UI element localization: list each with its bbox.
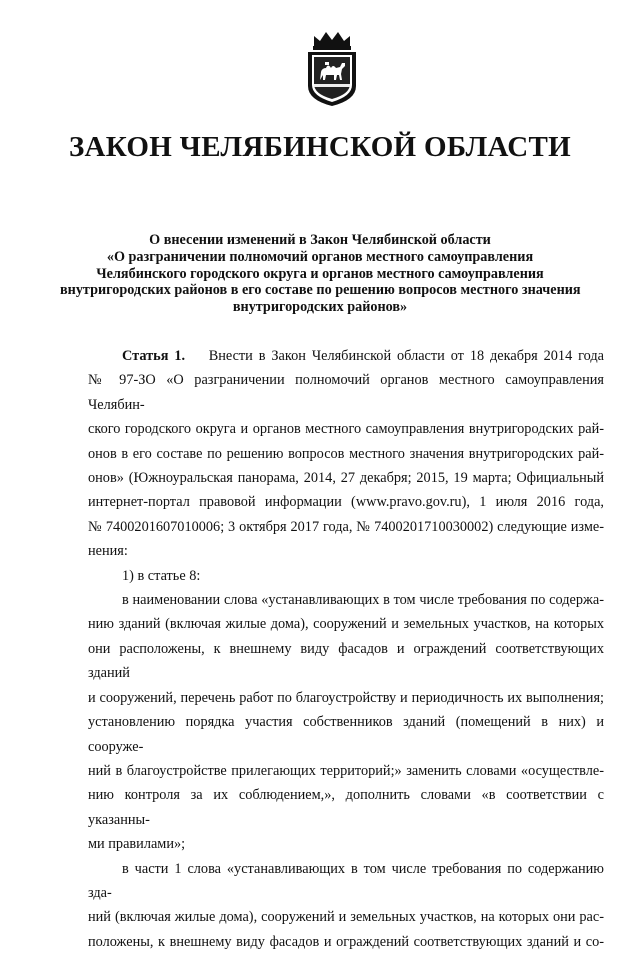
law-subject bbox=[60, 232, 580, 316]
article-1-text: Внести в Закон Челябинской области от 18 декабря 2014 года bbox=[208, 348, 604, 364]
document-body bbox=[88, 344, 604, 954]
text-line: № 7400201607010006; 3 октября 2017 года, № 7400201710030002) следующие изме- bbox=[88, 518, 604, 535]
text-line: в части 1 слова «устанавливающих в том числе требования по содержанию зда- bbox=[88, 860, 604, 901]
chelyabinsk-coat-of-arms-icon bbox=[300, 28, 364, 108]
text-line: установлению порядка участия собственников зданий (помещений в них) и сооруже- bbox=[88, 714, 604, 755]
text-line: положены, к внешнему виду фасадов и ограждений соответствующих зданий и со- bbox=[88, 933, 604, 950]
text-line: нию зданий (включая жилые дома), сооружений и земельных участков, на которых bbox=[88, 616, 604, 633]
text-line: ского городского округа и органов местного самоуправления внутригородских рай- bbox=[88, 421, 604, 438]
text-line: интернет-портал правовой информации (www.pravo.gov.ru), 1 июля 2016 года, bbox=[88, 494, 604, 511]
subject-line: «О разграничении полномочий органов местного самоуправления bbox=[106, 248, 534, 265]
text-line: и сооружений, перечень работ по благоустройству и периодичность их выполнения; bbox=[88, 689, 604, 706]
text-line: онов в его составе по решению вопросов местного значения внутригородских рай- bbox=[88, 445, 604, 462]
text-line: ми правилами»; bbox=[88, 836, 186, 853]
law-title: ЗАКОН ЧЕЛЯБИНСКОЙ ОБЛАСТИ bbox=[68, 131, 572, 163]
subject-line: внутригородских районов» bbox=[232, 299, 408, 316]
article-1-heading-line bbox=[88, 344, 604, 368]
subject-line: внутригородских районов в его составе по решению вопросов местного значения bbox=[60, 282, 581, 299]
text-line: нения: bbox=[88, 543, 128, 560]
item-1: 1) в статье 8: bbox=[122, 567, 201, 584]
text-line: они расположены, к внешнему виду фасадов и ограждений соответствующих зданий bbox=[88, 640, 604, 682]
text-line: ний (включая жилые дома), сооружений и земельных участков, на которых они рас- bbox=[88, 909, 604, 926]
text-line: онов» (Южноуральская панорама, 2014, 27 декабря; 2015, 19 марта; Официальный bbox=[88, 470, 604, 487]
subject-line: Челябинского городского округа и органов местного самоуправления bbox=[96, 265, 544, 282]
text-line: № 97-ЗО «О разграничении полномочий органов местного самоуправления Челябин- bbox=[88, 372, 604, 413]
subject-line: О внесении изменений в Закон Челябинской области bbox=[149, 232, 491, 248]
text-line: в наименовании слова «устанавливающих в том числе требования по содержа- bbox=[122, 592, 604, 609]
article-label: Статья 1. bbox=[122, 348, 186, 364]
text-line: нию контроля за их соблюдением,», дополнить словами «в соответствии с указанны- bbox=[88, 787, 604, 828]
text-line: ний в благоустройстве прилегающих территорий;» заменить словами «осуществле- bbox=[88, 762, 604, 779]
